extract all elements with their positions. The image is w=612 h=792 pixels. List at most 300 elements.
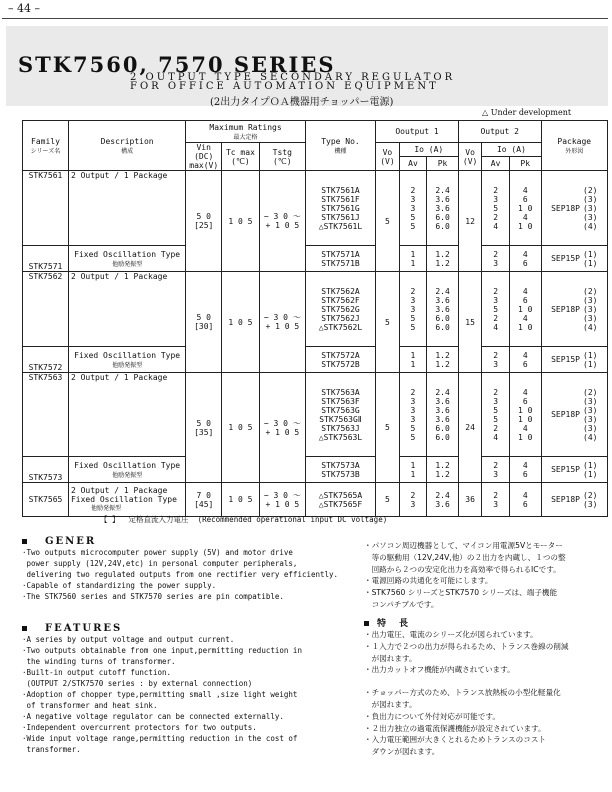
col-pk1: Pk (427, 157, 459, 171)
av2-value: 5 (493, 304, 499, 314)
jp-general-lines (364, 540, 608, 611)
col-tstg: Tstg (℃) (259, 143, 305, 171)
av1-value: 2 (410, 286, 416, 296)
general-section (22, 536, 362, 602)
cell-text: 15 (465, 317, 475, 327)
package-name: SEP18P (551, 203, 580, 213)
cell-text: − 3 0 ～ (263, 490, 301, 500)
type-numbers (305, 483, 375, 517)
vo1 (376, 272, 399, 373)
package-name: SEP18P (551, 304, 580, 314)
av2-value: 3 (493, 396, 499, 406)
av1-value: 1 (410, 258, 416, 268)
square-bullet-icon (364, 621, 369, 626)
pk1-value: 3.6 (435, 414, 450, 424)
pk2-value: 6 (522, 359, 528, 369)
type-numbers-value: STK7572B (321, 359, 360, 369)
cell-text: STK7572 (28, 363, 63, 372)
series-title: STK7560, 7570 SERIES (18, 52, 336, 77)
pk2-value: 4 (522, 350, 528, 360)
text-line: ·The STK7560 series and STK7570 series are pin compatible. (22, 592, 284, 601)
pk2-value: 4 (522, 460, 528, 470)
package-name: SEP18P (551, 410, 580, 419)
av2-value: 3 (493, 359, 499, 369)
pk1-value: 3.6 (435, 194, 450, 204)
text-line: が図れます。 (364, 653, 417, 663)
cell-text: 24 (465, 423, 475, 432)
av2 (482, 483, 510, 517)
cell-text: 1 0 5 (228, 216, 253, 226)
pk1 (427, 272, 459, 347)
av1-value: 1 (410, 249, 416, 259)
av2 (482, 373, 510, 457)
pk2-value: 4 (522, 423, 528, 433)
cell-text: Fixed Oscillation Type (74, 350, 181, 360)
col-output2: Output 2 (458, 121, 541, 143)
pk1 (427, 373, 459, 457)
vo1 (376, 171, 399, 272)
tstg (259, 272, 305, 373)
pk1-value: 6.0 (435, 313, 450, 323)
av1-value: 3 (410, 304, 416, 314)
family-name (23, 272, 69, 347)
text-line: ・電源回路の共通化を可能にします。 (364, 576, 493, 586)
vin-max (186, 171, 222, 272)
av1-value: 3 (410, 194, 416, 204)
av1 (399, 272, 427, 347)
jp-features-title: 特 長 (377, 619, 411, 629)
series-subtitle-jp: (2出力タイプＯＡ機器用チョッパー電源) (210, 97, 394, 108)
package-codes (583, 491, 597, 509)
description (68, 171, 185, 246)
av2-value: 3 (493, 295, 499, 305)
table-row (23, 272, 608, 347)
package-code: (3) (583, 423, 598, 433)
text-line: 等の駆動用（12V,24V,他）の２出力を内蔵し、１つの整 (364, 552, 566, 562)
pk1-value: 3.6 (435, 396, 450, 406)
vo2 (458, 272, 481, 373)
vo1 (376, 483, 399, 517)
package-code: (3) (583, 304, 598, 314)
description (68, 457, 185, 483)
table-row (23, 347, 608, 373)
av2-value: 2 (493, 460, 499, 470)
cell-text: − 3 0 ～ (263, 418, 301, 428)
jp-features-lines (364, 629, 608, 758)
package-codes (583, 351, 597, 369)
type-numbers-value: STK7563J (321, 423, 360, 433)
type-numbers-value: △STK7563L (318, 432, 363, 442)
text-line: ·Two outputs obtainable from one input,permitting reduction in (22, 646, 302, 655)
pk1-value: 6.0 (435, 322, 450, 332)
av1-value: 5 (410, 221, 416, 231)
cell-text: STK7563 (28, 373, 63, 382)
package-code: (1) (583, 469, 598, 479)
pk2-value: 1 0 (518, 304, 533, 314)
table-row (23, 483, 608, 517)
package-name: SEP18P (551, 495, 580, 504)
text-line: ·Two outputs microcomputer power supply (5V) and motor drive (22, 548, 293, 557)
type-numbers-value: △STK7561L (318, 221, 363, 231)
package-code: (2) (583, 286, 598, 296)
package (541, 171, 607, 246)
pk2-value: 4 (522, 387, 528, 397)
package-codes (583, 250, 597, 268)
av2-value: 2 (493, 490, 499, 500)
text-line: ・１入力で２つの出力が得られるため、トランス巻線の削減 (364, 641, 569, 651)
pk1-value: 6.0 (435, 212, 450, 222)
text-line: ・パソコン周辺機器として、マイコン用電源5Vとモーター (364, 541, 563, 550)
type-numbers-value: STK7573B (321, 469, 360, 479)
type-numbers (305, 457, 375, 483)
pk2-value: 4 (522, 286, 528, 296)
pk2-value: 6 (522, 499, 528, 509)
av2-value: 2 (493, 423, 499, 433)
text-line: ·Built-in output cutoff function. (22, 668, 172, 677)
type-numbers (305, 373, 375, 457)
av1-value: 3 (410, 414, 416, 424)
vo2 (458, 483, 481, 517)
av1-value: 5 (410, 322, 416, 332)
package-code: (3) (583, 499, 598, 509)
pk1-value: 3.6 (435, 203, 450, 213)
cell-text: + 1 0 5 (265, 427, 300, 437)
description (68, 246, 185, 272)
jp-features-section (364, 616, 608, 758)
cell-text: STK7573 (28, 473, 63, 482)
av2 (482, 272, 510, 347)
pk1-value: 2.4 (435, 490, 450, 500)
av1-value: 3 (410, 295, 416, 305)
pk1-value: 1.2 (435, 359, 450, 369)
type-numbers-value: STK7562A (321, 286, 360, 296)
pk1-value: 3.6 (435, 499, 450, 509)
pk2 (509, 457, 541, 483)
av2 (482, 171, 510, 246)
pk1-value: 2.4 (435, 387, 450, 397)
col-av1: Av (399, 157, 427, 171)
cell-text: 12 (465, 216, 475, 226)
pk1-value: 1.2 (435, 469, 450, 479)
av2-value: 5 (493, 405, 499, 415)
cell-text: 5 0 (196, 313, 211, 322)
pk1-value: 6.0 (435, 432, 450, 442)
pk1-value: 2.4 (435, 286, 450, 296)
pk2-value: 4 (522, 313, 528, 323)
text-line: ・２出力独立の過電流保護機能が設定されています。 (364, 723, 546, 733)
col-io1: Io (A) (399, 143, 458, 157)
pk1 (427, 171, 459, 246)
family-name (23, 483, 69, 517)
type-numbers-value: △STK7565A (318, 490, 363, 500)
av1-value: 3 (410, 405, 416, 415)
text-line (364, 676, 608, 687)
av2-value: 2 (493, 286, 499, 296)
vin-max (186, 272, 222, 373)
text-line: power supply (12V,24V,etc) in personal computer peripherals, (22, 559, 298, 568)
pk1-value: 1.2 (435, 460, 450, 470)
av1-value: 2 (410, 490, 416, 500)
type-numbers (305, 246, 375, 272)
col-av2: Av (482, 157, 510, 171)
col-vo1: Vo (V) (376, 143, 399, 171)
general-title: GENER (45, 536, 97, 547)
av1-value: 1 (410, 350, 416, 360)
family-name (23, 246, 69, 272)
cell-text: 5 0 (196, 418, 211, 428)
package-code: (1) (583, 249, 598, 259)
package-code: (2) (583, 490, 598, 500)
cell-text: 5 (385, 423, 390, 432)
description (68, 272, 185, 347)
package-name: SEP15P (551, 355, 580, 364)
cell-text: − 3 0 ～ (263, 212, 301, 221)
pk2-value: 4 (522, 490, 528, 500)
pk1-value: 3.6 (435, 304, 450, 314)
pk2-value: 1 0 (518, 414, 533, 424)
pk2-value: 1 0 (518, 405, 533, 415)
col-max-ratings: Maximum Ratings 最大定格 (186, 121, 305, 143)
pk2-value: 6 (522, 194, 528, 204)
pk1-value: 6.0 (435, 423, 450, 433)
cell-text: 36 (465, 495, 475, 504)
text-line: ·Capable of standardizing the power supply. (22, 581, 217, 590)
tc-max (222, 373, 260, 483)
text-line: ・負出力について外付対応が可能です。 (364, 711, 500, 721)
tc-max (222, 272, 260, 373)
vin-max (186, 373, 222, 483)
cell-text: Fixed Oscillation Type (74, 249, 181, 259)
pk2 (509, 272, 541, 347)
vo2 (458, 373, 481, 483)
type-numbers-value: STK7563G (321, 405, 360, 415)
package-codes (583, 287, 597, 332)
package (541, 373, 607, 457)
cell-text: STK7571 (28, 262, 63, 271)
av1-value: 2 (410, 387, 416, 397)
tc-max (222, 171, 260, 272)
cell-text: + 1 0 5 (265, 499, 300, 509)
av2 (482, 457, 510, 483)
description (68, 347, 185, 373)
type-numbers (305, 272, 375, 347)
pk2-value: 4 (522, 212, 528, 222)
package (541, 457, 607, 483)
cell-text: STK7561 (28, 171, 63, 180)
cell-text: STK7562 (28, 272, 63, 281)
av2-value: 2 (493, 249, 499, 259)
package-codes (583, 388, 597, 442)
package-code: (1) (583, 350, 598, 360)
type-numbers-value: STK7573A (321, 460, 360, 470)
square-bullet-icon (22, 626, 27, 631)
table-row (23, 457, 608, 483)
col-type-no: Type No. 機種 (305, 121, 375, 171)
pk1 (427, 483, 459, 517)
av1-value: 5 (410, 313, 416, 323)
package-codes (583, 186, 597, 231)
cell-text: 5 (385, 216, 390, 226)
package-codes (583, 461, 597, 479)
text-line: the winding turns of transformer. (22, 657, 176, 666)
pk1-value: 1.2 (435, 258, 450, 268)
type-numbers-value: STK7562J (321, 313, 360, 323)
pk1-value: 3.6 (435, 405, 450, 415)
cell-text: 7 0 (196, 490, 211, 500)
tc-max (222, 483, 260, 517)
type-numbers-value: △STK7562L (318, 322, 363, 332)
pk1 (427, 347, 459, 373)
cell-text: [25] (194, 221, 214, 230)
jp-general-section (364, 540, 608, 611)
text-line: ・入力電圧範囲が大きくとれるためトランスのコスト (364, 735, 547, 745)
type-numbers-value: STK7561G (321, 203, 360, 213)
family-name (23, 347, 69, 373)
av1-value: 5 (410, 423, 416, 433)
pk1-value: 6.0 (435, 221, 450, 231)
av2 (482, 246, 510, 272)
av2-value: 2 (493, 387, 499, 397)
cell-text: [35] (194, 427, 214, 437)
text-line: transformer. (22, 745, 81, 754)
av1-value: 5 (410, 212, 416, 222)
type-numbers-value: STK7572A (321, 350, 360, 360)
type-numbers-value: STK7562F (321, 295, 360, 305)
features-section (22, 623, 362, 755)
cell-text: 2 Output / 1 Package (70, 373, 168, 382)
col-family: Family シリーズ名 (23, 121, 69, 171)
package-code: (3) (583, 203, 598, 213)
col-vo2: Vo (V) (458, 143, 481, 171)
pk2 (509, 171, 541, 246)
text-line: ·Adoption of chopper type,permitting small ,size light weight (22, 690, 298, 699)
pk2 (509, 483, 541, 517)
av2-value: 2 (493, 185, 499, 195)
pk2-value: 4 (522, 185, 528, 195)
pk2-value: 6 (522, 258, 528, 268)
col-package: Package 外形図 (541, 121, 607, 171)
av1-value: 1 (410, 359, 416, 369)
vo1 (376, 373, 399, 483)
av1 (399, 483, 427, 517)
table-row (23, 246, 608, 272)
cell-text: Fixed Oscillation Type (74, 460, 181, 470)
description-jp: 他励発振型 (112, 260, 143, 268)
cell-text: 2 Output / 1 Package (70, 272, 168, 281)
text-line: ·Wide input voltage range,permitting reduction in the cost of (22, 734, 298, 743)
package-code: (4) (583, 221, 598, 231)
av2-value: 5 (493, 203, 499, 213)
av2-value: 4 (493, 322, 499, 332)
av1-value: 3 (410, 499, 416, 509)
package-code: (1) (583, 460, 598, 470)
under-development-note: △ Under development (482, 108, 572, 117)
description-jp: 他励発振型 (112, 471, 143, 479)
pk1-value: 1.2 (435, 350, 450, 360)
av2-value: 5 (493, 414, 499, 424)
package-code: (3) (583, 212, 598, 222)
text-line: ·A negative voltage regulator can be connected externally. (22, 712, 284, 721)
type-numbers (305, 171, 375, 246)
features-lines (22, 634, 362, 755)
cell-text: 1 0 5 (228, 317, 253, 327)
av2 (482, 347, 510, 373)
av1 (399, 246, 427, 272)
package-code: (3) (583, 295, 598, 305)
text-line: ·Independent overcurrent protectors for two outputs. (22, 723, 257, 732)
pk2 (509, 373, 541, 457)
package (541, 246, 607, 272)
col-io2: Io (A) (482, 143, 541, 157)
table-row (23, 171, 608, 246)
tstg (259, 171, 305, 272)
cell-text: STK7565 (28, 495, 63, 504)
package-code: (3) (583, 396, 598, 406)
description-jp: 他励発振型 (112, 361, 143, 369)
text-line: コンパチブルです。 (364, 599, 439, 609)
package-code: (4) (583, 322, 598, 332)
tstg (259, 373, 305, 483)
cell-text: + 1 0 5 (265, 221, 300, 230)
pk1 (427, 246, 459, 272)
av2-value: 3 (493, 469, 499, 479)
pk2-value: 1 0 (518, 203, 533, 213)
package (541, 483, 607, 517)
cell-text: + 1 0 5 (265, 322, 300, 331)
col-pk2: Pk (509, 157, 541, 171)
av1 (399, 171, 427, 246)
package-code: (4) (583, 432, 598, 442)
package-code: (3) (583, 194, 598, 204)
text-line: ·A series by output voltage and output current. (22, 635, 235, 644)
header-rule (2, 18, 608, 19)
cell-text: 2 Output / 1 Package (70, 171, 168, 180)
col-tc: Tc max (℃) (222, 143, 260, 171)
av2-value: 2 (493, 350, 499, 360)
square-bullet-icon (22, 539, 27, 544)
pk1 (427, 457, 459, 483)
type-numbers-value: STK7563GⅡ (319, 414, 362, 424)
text-line: (OUTPUT 2/STK7570 series : by external connection) (22, 679, 253, 688)
av2-value: 3 (493, 499, 499, 509)
pk2-value: 4 (522, 249, 528, 259)
pk2-value: 6 (522, 469, 528, 479)
type-numbers-value: STK7571A (321, 249, 360, 259)
cell-text: Fixed Oscillation Type (70, 495, 177, 504)
cell-text: 1 0 5 (228, 423, 253, 432)
tstg (259, 483, 305, 517)
pk2-value: 6 (522, 295, 528, 305)
text-line: ・STK7560 シリーズとSTK7570 シリーズは、端子機能 (364, 588, 558, 598)
family-name (23, 457, 69, 483)
text-line: 回路から２つの安定化出力を高効率で得られるICです。 (364, 564, 561, 574)
package (541, 272, 607, 347)
text-line: ・チョッパー方式のため、トランス放熱板の小型化軽量化 (364, 688, 561, 698)
type-numbers-value: STK7563F (321, 396, 360, 406)
av1-value: 1 (410, 469, 416, 479)
pk1-value: 3.6 (435, 295, 450, 305)
type-numbers-value: △STK7565F (318, 499, 363, 509)
av1-value: 5 (410, 432, 416, 442)
description (68, 373, 185, 457)
package-code: (1) (583, 359, 598, 369)
package-code: (2) (583, 387, 598, 397)
type-numbers-value: STK7571B (321, 258, 360, 268)
package-code: (3) (583, 414, 598, 424)
av2-value: 3 (493, 194, 499, 204)
series-subtitle-1: 2 OUTPUT TYPE SECONDARY REGULATOR (130, 72, 456, 83)
text-line: ダウンが図れます。 (364, 747, 440, 757)
